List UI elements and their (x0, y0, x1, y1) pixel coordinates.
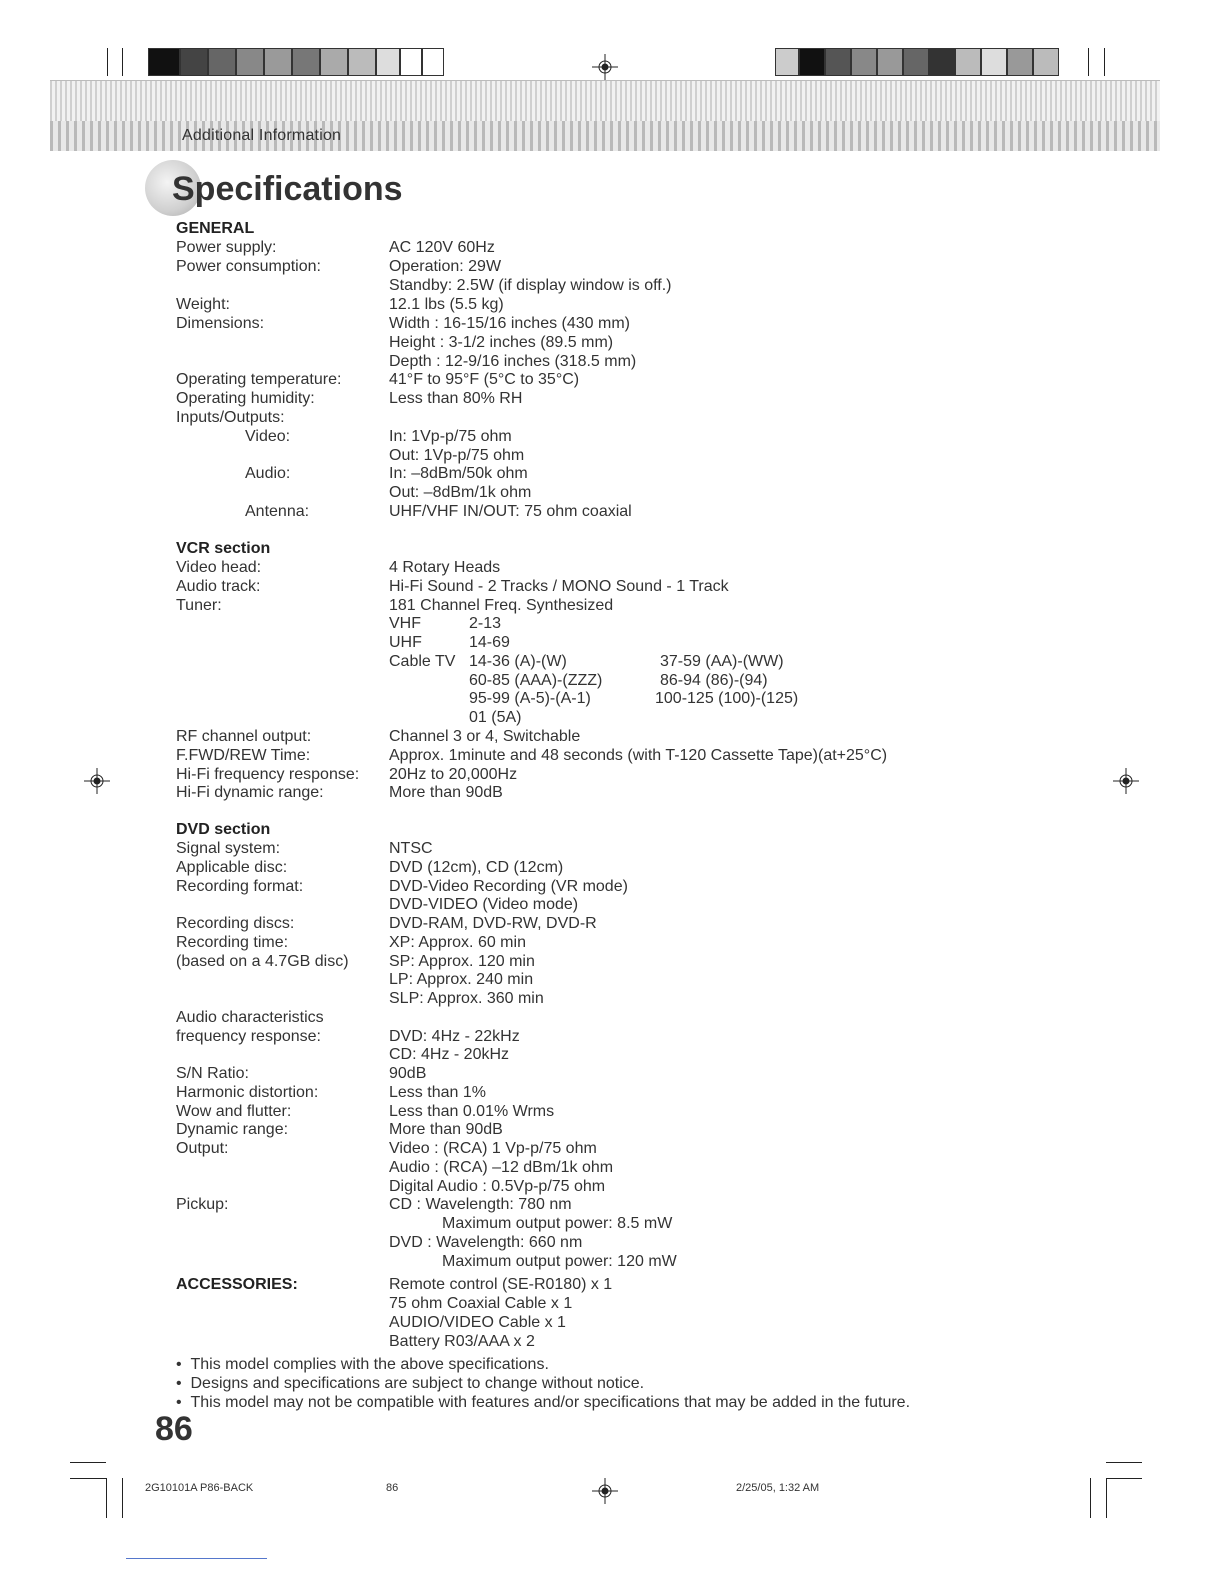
spec-label: S/N Ratio: (176, 1065, 249, 1082)
crop-mark (70, 1462, 106, 1463)
spec-value: Less than 0.01% Wrms (389, 1103, 555, 1120)
crop-mark (106, 1478, 107, 1518)
spec-value: Height : 3-1/2 inches (89.5 mm) (389, 334, 614, 351)
accessories-heading: ACCESSORIES: (176, 1276, 298, 1293)
spec-label: Audio: (245, 465, 291, 482)
vcr-heading: VCR section (176, 540, 271, 557)
spec-label: Pickup: (176, 1196, 229, 1213)
note-text: This model may not be compatible with features and/or specifications that may be added in the future. (190, 1394, 911, 1411)
note-item: • This model may not be compatible with features and/or specifications that may be added in the future. (176, 1394, 911, 1411)
spec-value: LP: Approx. 240 min (389, 971, 534, 988)
spec-value: CD: 4Hz - 20kHz (389, 1046, 510, 1063)
tuner-band-range: 2-13 (469, 615, 502, 632)
spec-label: Dimensions: (176, 315, 265, 332)
note-item: • Designs and specifications are subject to change without notice. (176, 1375, 645, 1392)
spec-label: (based on a 4.7GB disc) (176, 953, 349, 970)
note-item: • This model complies with the above specifications. (176, 1356, 549, 1373)
spec-value: SLP: Approx. 360 min (389, 990, 544, 1007)
crop-mark (1106, 1478, 1142, 1479)
tuner-band-range: 14-69 (469, 634, 510, 651)
spec-value: Standby: 2.5W (if display window is off.) (389, 277, 672, 294)
spec-label: Hi-Fi frequency response: (176, 766, 360, 783)
general-heading: GENERAL (176, 220, 255, 237)
spec-label: Recording time: (176, 934, 289, 951)
spec-value: Maximum output power: 120 mW (442, 1253, 677, 1270)
spec-value: UHF/VHF IN/OUT: 75 ohm coaxial (389, 503, 632, 520)
spec-label: Video: (245, 428, 291, 445)
spec-label: Harmonic distortion: (176, 1084, 319, 1101)
spec-value: 4 Rotary Heads (389, 559, 501, 576)
spec-label: Applicable disc: (176, 859, 288, 876)
spec-value: In: –8dBm/50k ohm (389, 465, 528, 482)
footer-file: 2G10101A P86-BACK (145, 1482, 254, 1494)
spec-value: Audio : (RCA) –12 dBm/1k ohm (389, 1159, 614, 1176)
spec-label: Video head: (176, 559, 262, 576)
page-number: 86 (155, 1410, 193, 1448)
crop-mark (1090, 1478, 1091, 1518)
spec-label: Antenna: (245, 503, 310, 520)
registration-mark-icon (84, 768, 110, 794)
registration-mark-icon (592, 54, 618, 80)
spec-value: DVD-Video Recording (VR mode) (389, 878, 628, 895)
spec-value: More than 90dB (389, 1121, 503, 1138)
spec-value: DVD : Wavelength: 660 nm (389, 1234, 583, 1251)
spec-value: AC 120V 60Hz (389, 239, 495, 256)
spec-value: Operation: 29W (389, 258, 502, 275)
footer-page: 86 (386, 1482, 399, 1494)
spec-label: Dynamic range: (176, 1121, 289, 1138)
cable-channel-range: 37-59 (AA)-(WW) (660, 653, 784, 670)
spec-label: Signal system: (176, 840, 281, 857)
spec-value: Less than 1% (389, 1084, 486, 1101)
spec-label: Power supply: (176, 239, 277, 256)
spec-value: Maximum output power: 8.5 mW (442, 1215, 673, 1232)
spec-value: More than 90dB (389, 784, 503, 801)
registration-mark-icon (1113, 768, 1139, 794)
spec-label: Audio track: (176, 578, 261, 595)
accessory-item: AUDIO/VIDEO Cable x 1 (389, 1314, 566, 1331)
color-calibration-bar-left (148, 48, 444, 76)
spec-label: Hi-Fi dynamic range: (176, 784, 324, 801)
crop-mark (1104, 48, 1105, 76)
crop-mark (1088, 48, 1089, 76)
tuner-band-label: Cable TV (389, 653, 456, 670)
crop-mark (122, 48, 123, 76)
page-title: Specifications (172, 170, 403, 208)
crop-mark (1106, 1462, 1142, 1463)
spec-label: frequency response: (176, 1028, 321, 1045)
spec-value: NTSC (389, 840, 433, 857)
spec-value: Out: –8dBm/1k ohm (389, 484, 532, 501)
spec-label: Recording format: (176, 878, 304, 895)
spec-value: SP: Approx. 120 min (389, 953, 535, 970)
spec-value: 181 Channel Freq. Synthesized (389, 597, 614, 614)
spec-label: Inputs/Outputs: (176, 409, 285, 426)
crop-mark (70, 1478, 106, 1479)
spec-label: Weight: (176, 296, 230, 313)
spec-value: Approx. 1minute and 48 seconds (with T-120 Cassette Tape)(at+25°C) (389, 747, 888, 764)
spec-value: DVD-VIDEO (Video mode) (389, 896, 579, 913)
spec-label: Output: (176, 1140, 229, 1157)
crop-mark (107, 48, 108, 76)
footer-rule (126, 1558, 267, 1559)
spec-label: Power consumption: (176, 258, 321, 275)
spec-value: CD : Wavelength: 780 nm (389, 1196, 572, 1213)
spec-value: XP: Approx. 60 min (389, 934, 526, 951)
cable-channel-range: 95-99 (A-5)-(A-1) (469, 690, 591, 707)
spec-label: F.FWD/REW Time: (176, 747, 311, 764)
spec-label: Tuner: (176, 597, 222, 614)
cable-channel-range: 14-36 (A)-(W) (469, 653, 567, 670)
spec-label: Audio characteristics (176, 1009, 324, 1026)
accessory-item: Battery R03/AAA x 2 (389, 1333, 535, 1350)
spec-value: DVD: 4Hz - 22kHz (389, 1028, 520, 1045)
spec-value: 90dB (389, 1065, 427, 1082)
spec-value: 20Hz to 20,000Hz (389, 766, 518, 783)
note-text: Designs and specifications are subject to change without notice. (190, 1375, 645, 1392)
crop-mark (122, 1478, 123, 1518)
registration-mark-icon (592, 1478, 618, 1504)
spec-value: Out: 1Vp-p/75 ohm (389, 447, 525, 464)
crop-mark (1106, 1478, 1107, 1518)
spec-value: Digital Audio : 0.5Vp-p/75 ohm (389, 1178, 606, 1195)
spec-label: RF channel output: (176, 728, 312, 745)
spec-value: 12.1 lbs (5.5 kg) (389, 296, 504, 313)
tuner-band-label: UHF (389, 634, 422, 651)
cable-channel-range: 86-94 (86)-(94) (660, 672, 768, 689)
spec-value: Depth : 12-9/16 inches (318.5 mm) (389, 353, 637, 370)
cable-channel-range: 100-125 (100)-(125) (655, 690, 799, 707)
spec-label: Wow and flutter: (176, 1103, 292, 1120)
accessory-item: 75 ohm Coaxial Cable x 1 (389, 1295, 573, 1312)
accessory-item: Remote control (SE-R0180) x 1 (389, 1276, 613, 1293)
cable-channel-range: 60-85 (AAA)-(ZZZ) (469, 672, 603, 689)
spec-value: Channel 3 or 4, Switchable (389, 728, 581, 745)
spec-value: Less than 80% RH (389, 390, 523, 407)
cable-channel-range: 01 (5A) (469, 709, 522, 726)
tuner-band-label: VHF (389, 615, 421, 632)
spec-label: Recording discs: (176, 915, 295, 932)
note-text: This model complies with the above specifications. (190, 1356, 549, 1373)
dvd-heading: DVD section (176, 821, 271, 838)
spec-value: DVD-RAM, DVD-RW, DVD-R (389, 915, 597, 932)
spec-value: Hi-Fi Sound - 2 Tracks / MONO Sound - 1 Track (389, 578, 729, 595)
spec-value: 41°F to 95°F (5°C to 35°C) (389, 371, 580, 388)
footer-timestamp: 2/25/05, 1:32 AM (736, 1482, 820, 1494)
spec-value: In: 1Vp-p/75 ohm (389, 428, 512, 445)
color-calibration-bar-right (775, 48, 1059, 76)
spec-value: Width : 16-15/16 inches (430 mm) (389, 315, 630, 332)
spec-value: DVD (12cm), CD (12cm) (389, 859, 564, 876)
spec-label: Operating temperature: (176, 371, 342, 388)
spec-value: Video : (RCA) 1 Vp-p/75 ohm (389, 1140, 597, 1157)
spec-label: Operating humidity: (176, 390, 315, 407)
section-label: Additional Information (182, 127, 342, 144)
